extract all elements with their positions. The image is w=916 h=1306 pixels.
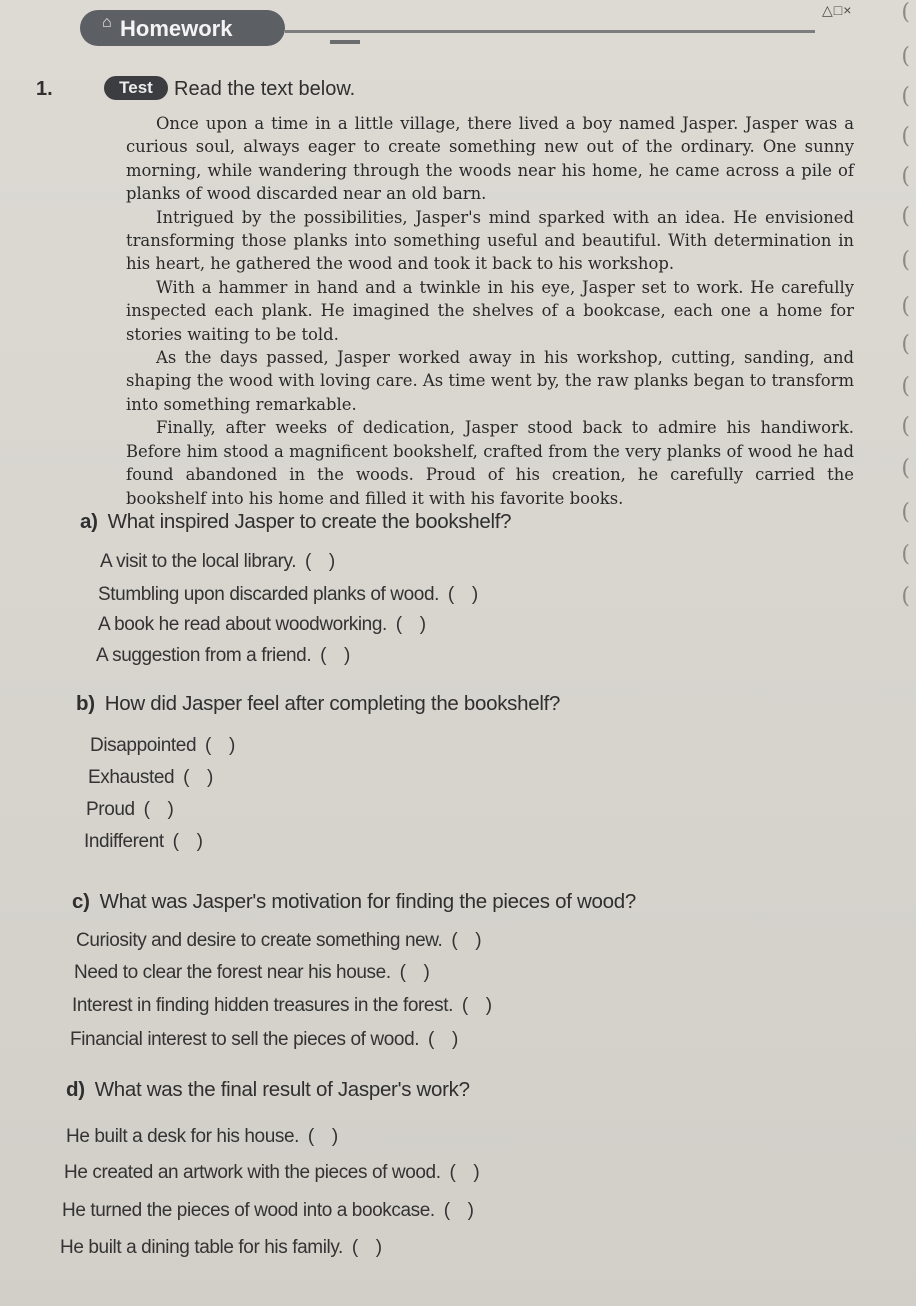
binder-ring-icon: (	[901, 84, 910, 109]
binder-ring-icon: (	[901, 0, 910, 25]
binder-ring-icon: (	[901, 456, 910, 481]
option-d4	[60, 1237, 382, 1259]
page-title: Homework	[120, 16, 233, 41]
option-b3	[86, 799, 173, 821]
answer-blank[interactable]: ( )	[461, 995, 492, 1016]
answer-blank[interactable]: ( )	[307, 1126, 338, 1147]
question-text: What was the final result of Jasper's work?	[94, 1078, 470, 1101]
story-paragraph: Once upon a time in a little village, there lived a boy named Jasper. Jasper was a curious soul, always eager to create something new out of the ordinary. One sunny morning, while wandering through the woods near his home, he came across a pile of planks of wood discarded near an old barn.	[126, 114, 854, 204]
option-a4	[96, 645, 350, 667]
option-c4	[70, 1029, 458, 1051]
option-text: Indifferent	[84, 831, 164, 852]
question-c	[72, 890, 636, 914]
option-text: A visit to the local library.	[100, 551, 297, 572]
option-text: Need to clear the forest near his house.	[74, 962, 391, 983]
option-text: Exhausted	[88, 767, 175, 788]
binder-ring-icon: (	[901, 542, 910, 567]
question-letter: d)	[66, 1078, 85, 1101]
question-text: What inspired Jasper to create the bookshelf?	[107, 510, 512, 533]
option-b4	[84, 831, 203, 853]
question-d	[66, 1078, 470, 1102]
answer-blank[interactable]: ( )	[205, 735, 235, 756]
question-instruction: Read the text below.	[174, 78, 356, 100]
binder-ring-icon: (	[901, 584, 910, 609]
option-a1	[100, 551, 335, 573]
option-text: Disappointed	[90, 735, 197, 756]
option-c1	[76, 930, 481, 952]
option-text: He created an artwork with the pieces of wood.	[64, 1162, 441, 1183]
option-text: He turned the pieces of wood into a bookcase.	[62, 1200, 435, 1221]
option-text: Stumbling upon discarded planks of wood.	[98, 584, 440, 605]
binder-ring-icon: (	[901, 500, 910, 525]
answer-blank[interactable]: ( )	[395, 614, 426, 635]
binder-ring-icon: (	[901, 414, 910, 439]
story-paragraph: As the days passed, Jasper worked away in his workshop, cutting, sanding, and shaping the wood with loving care. As time went by, the raw planks began to transform into something remarkable.	[126, 348, 854, 414]
option-c2	[74, 962, 429, 984]
answer-blank[interactable]: ( )	[449, 1162, 480, 1183]
answer-blank[interactable]: ( )	[183, 767, 213, 788]
question-letter: a)	[80, 510, 98, 533]
story-text	[126, 112, 854, 510]
answer-blank[interactable]: ( )	[451, 930, 482, 951]
story-paragraph: With a hammer in hand and a twinkle in his eye, Jasper set to work. He carefully inspected each plank. He imagined the shelves of a bookcase, each one a home for stories waiting to be told.	[126, 277, 854, 344]
question-b	[76, 692, 560, 716]
binder-ring-icon: (	[901, 332, 910, 357]
header-accent	[330, 40, 360, 44]
option-text: Interest in finding hidden treasures in the forest.	[72, 995, 453, 1016]
question-letter: c)	[72, 890, 90, 913]
option-d1	[66, 1126, 338, 1148]
shape-icons: △□×	[822, 2, 853, 18]
option-text: Proud	[86, 799, 135, 820]
question-text: What was Jasper's motivation for finding the pieces of wood?	[99, 890, 636, 913]
option-text: He built a desk for his house.	[66, 1126, 300, 1147]
option-a3	[98, 614, 426, 636]
answer-blank[interactable]: ( )	[447, 584, 478, 605]
option-text: He built a dining table for his family.	[60, 1237, 343, 1258]
binder-ring-icon: (	[901, 294, 910, 319]
homework-banner	[80, 10, 285, 46]
option-d2	[64, 1162, 479, 1184]
question-a	[80, 510, 511, 534]
header-divider	[285, 30, 815, 33]
answer-blank[interactable]: ( )	[443, 1200, 474, 1221]
option-text: A book he read about woodworking.	[98, 614, 387, 635]
story-paragraph: Intrigued by the possibilities, Jasper's mind sparked with an idea. He envisioned transforming those planks into something useful and beautiful. With determination in his heart, he gathered the wood and took it back to his workshop.	[126, 207, 854, 274]
binder-ring-icon: (	[901, 164, 910, 189]
option-text: Financial interest to sell the pieces of wood.	[70, 1029, 420, 1050]
binder-ring-icon: (	[901, 374, 910, 399]
test-badge: Test	[104, 76, 168, 100]
question-text: How did Jasper feel after completing the bookshelf?	[104, 692, 561, 715]
answer-blank[interactable]: ( )	[399, 962, 430, 983]
binder-ring-icon: (	[901, 44, 910, 69]
question-number: 1.	[36, 78, 53, 100]
option-a2	[98, 584, 478, 606]
question-letter: b)	[76, 692, 95, 715]
option-d3	[62, 1200, 474, 1222]
answer-blank[interactable]: ( )	[143, 799, 174, 820]
house-icon: ⌂	[102, 14, 112, 31]
binder-ring-icon: (	[901, 248, 910, 273]
answer-blank[interactable]: ( )	[351, 1237, 382, 1258]
option-text: A suggestion from a friend.	[96, 645, 312, 666]
option-b2	[88, 767, 213, 789]
story-paragraph: Finally, after weeks of dedication, Jasper stood back to admire his handiwork. Before him stood a magnificent bookshelf, crafted from the very planks of wood he had found abandoned in the woods. Proud of his creation, he carefully carried the bookshelf into his home and filled it with his favorite books.	[126, 418, 854, 508]
binder-ring-icon: (	[901, 204, 910, 229]
binder-ring-icon: (	[901, 124, 910, 149]
answer-blank[interactable]: ( )	[172, 831, 203, 852]
option-text: Curiosity and desire to create something new.	[76, 930, 443, 951]
answer-blank[interactable]: ( )	[428, 1029, 458, 1050]
option-c3	[72, 995, 492, 1017]
answer-blank[interactable]: ( )	[304, 551, 335, 572]
option-b1	[90, 735, 235, 757]
answer-blank[interactable]: ( )	[320, 645, 350, 666]
